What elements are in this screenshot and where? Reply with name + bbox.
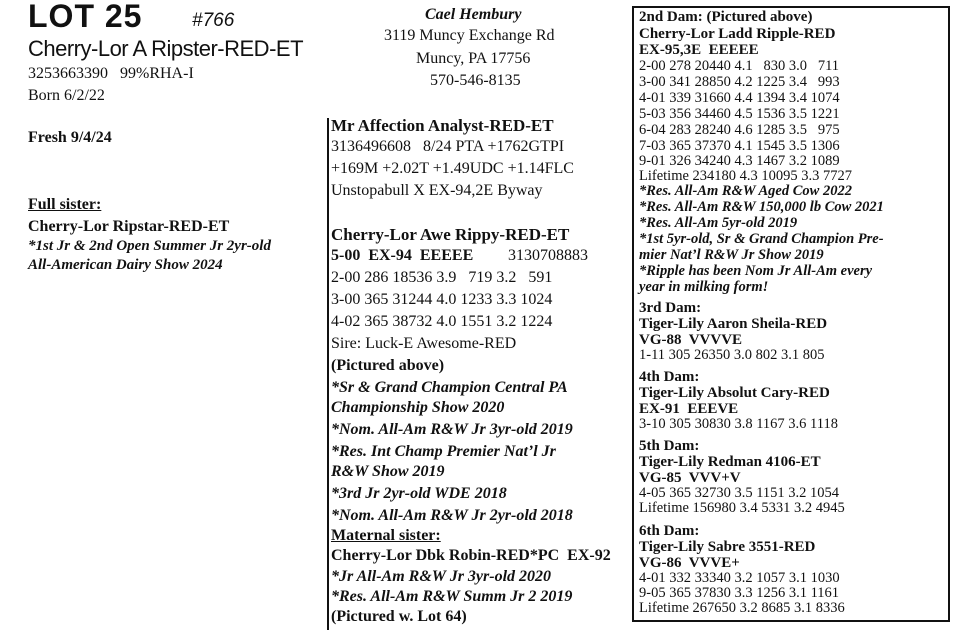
second-dam-record: 2-00 278 20440 4.1 830 3.0 711 bbox=[639, 58, 840, 74]
second-dam-record: 4-01 339 31660 4.4 1394 3.4 1074 bbox=[639, 90, 840, 106]
second-dam-award: *Res. All-Am R&W 150,000 lb Cow 2021 bbox=[639, 199, 884, 215]
fourth-dam-record: 3-10 305 30830 3.8 1167 3.6 1118 bbox=[639, 416, 838, 432]
full-sister-heading: Full sister: bbox=[28, 196, 102, 213]
dam-record: 3-00 365 31244 4.0 1233 3.3 1024 bbox=[331, 291, 553, 308]
dam-award: *3rd Jr 2yr-old WDE 2018 bbox=[331, 485, 507, 502]
maternal-sister-award: *Jr All-Am R&W Jr 3yr-old 2020 bbox=[331, 568, 552, 585]
third-dam-record: 1-11 305 26350 3.0 802 3.1 805 bbox=[639, 347, 825, 363]
dam-record: 2-00 286 18536 3.9 719 3.2 591 bbox=[331, 269, 553, 286]
consignor-phone: 570-546-8135 bbox=[430, 72, 521, 89]
lot-number: #766 bbox=[192, 10, 235, 31]
second-dam-award: *1st 5yr-old, Sr & Grand Champion Pre- bbox=[639, 231, 884, 247]
sire-info: Unstopabull X EX-94,2E Byway bbox=[331, 182, 543, 199]
fifth-dam-lifetime: Lifetime 156980 3.4 5331 3.2 4945 bbox=[639, 500, 845, 516]
third-dam-heading: 3rd Dam: bbox=[639, 300, 702, 316]
fifth-dam-heading: 5th Dam: bbox=[639, 438, 700, 454]
fourth-dam-heading: 4th Dam: bbox=[639, 369, 700, 385]
maternal-sister-pictured: (Pictured w. Lot 64) bbox=[331, 608, 467, 625]
full-sister-name: Cherry-Lor Ripstar-RED-ET bbox=[28, 218, 230, 235]
dam-award: *Nom. All-Am R&W Jr 3yr-old 2019 bbox=[331, 421, 573, 438]
consignor-city: Muncy, PA 17756 bbox=[416, 50, 531, 67]
second-dam-award: *Ripple has been Nom Jr All-Am every bbox=[639, 263, 873, 279]
registration-line: 3253663390 99%RHA-I bbox=[28, 65, 194, 82]
sixth-dam-record: 9-05 365 37830 3.3 1256 3.1 1161 bbox=[639, 585, 840, 601]
dam-reg: 3130708883 bbox=[508, 247, 588, 264]
second-dam-name: Cherry-Lor Ladd Ripple-RED bbox=[639, 26, 836, 42]
sixth-dam-record: 4-01 332 33340 3.2 1057 3.1 1030 bbox=[639, 570, 840, 586]
second-dam-record: 7-03 365 37370 4.1 1545 3.5 1306 bbox=[639, 138, 840, 154]
second-dam-award: *Res. All-Am R&W Aged Cow 2022 bbox=[639, 183, 852, 199]
lot-title: LOT 25 bbox=[28, 0, 143, 34]
maternal-sister-name: Cherry-Lor Dbk Robin-RED*PC EX-92 bbox=[331, 547, 611, 564]
sixth-dam-lifetime: Lifetime 267650 3.2 8685 3.1 8336 bbox=[639, 600, 845, 616]
dam-award: *Nom. All-Am R&W Jr 2yr-old 2018 bbox=[331, 507, 573, 524]
second-dam-record: 9-01 326 34240 4.3 1467 3.2 1089 bbox=[639, 153, 840, 169]
third-dam-name: Tiger-Lily Aaron Sheila-RED bbox=[639, 316, 828, 332]
fifth-dam-record: 4-05 365 32730 3.5 1151 3.2 1054 bbox=[639, 485, 840, 501]
dam-name: Cherry-Lor Awe Rippy-RED-ET bbox=[331, 225, 570, 244]
second-dam-record: 6-04 283 28240 4.6 1285 3.5 975 bbox=[639, 122, 840, 138]
second-dam-record: 5-03 356 34460 4.5 1536 3.5 1221 bbox=[639, 106, 840, 122]
dam-award: *Res. Int Champ Premier Nat’l Jr bbox=[331, 443, 556, 460]
fresh-date: Fresh 9/4/24 bbox=[28, 129, 112, 146]
second-dam-classification: EX-95,3E EEEEE bbox=[639, 42, 759, 58]
dam-classification: 5-00 EX-94 EEEEE bbox=[331, 247, 474, 264]
sire-info: +169M +2.02T +1.49UDC +1.14FLC bbox=[331, 160, 574, 177]
second-dam-lifetime: Lifetime 234180 4.3 10095 3.3 7727 bbox=[639, 168, 853, 184]
third-dam-classification: VG-88 VVVVE bbox=[639, 332, 743, 348]
fifth-dam-classification: VG-85 VVV+V bbox=[639, 470, 741, 486]
full-sister-award: All-American Dairy Show 2024 bbox=[28, 257, 223, 273]
maternal-sister-award: *Res. All-Am R&W Summ Jr 2 2019 bbox=[331, 588, 573, 605]
sixth-dam-name: Tiger-Lily Sabre 3551-RED bbox=[639, 539, 816, 555]
second-dam-award: *Res. All-Am 5yr-old 2019 bbox=[639, 215, 798, 231]
dam-sire: Sire: Luck-E Awesome-RED bbox=[331, 335, 517, 352]
born-date: Born 6/2/22 bbox=[28, 87, 105, 104]
second-dam-heading: 2nd Dam: (Pictured above) bbox=[639, 9, 813, 25]
dam-award: Championship Show 2020 bbox=[331, 399, 505, 416]
consignor-street: 3119 Muncy Exchange Rd bbox=[384, 27, 555, 44]
fifth-dam-name: Tiger-Lily Redman 4106-ET bbox=[639, 454, 821, 470]
animal-name: Cherry-Lor A Ripster-RED-ET bbox=[28, 36, 304, 61]
second-dam-award: year in milking form! bbox=[639, 279, 769, 295]
second-dam-record: 3-00 341 28850 4.2 1225 3.4 993 bbox=[639, 74, 840, 90]
second-dam-award: mier Nat’l R&W Jr Show 2019 bbox=[639, 247, 824, 263]
fourth-dam-name: Tiger-Lily Absolut Cary-RED bbox=[639, 385, 830, 401]
consignor-name: Cael Hembury bbox=[425, 6, 522, 23]
dam-pictured: (Pictured above) bbox=[331, 357, 445, 374]
sixth-dam-heading: 6th Dam: bbox=[639, 523, 700, 539]
sixth-dam-classification: VG-86 VVVE+ bbox=[639, 555, 740, 571]
dam-award: *Sr & Grand Champion Central PA bbox=[331, 379, 568, 396]
dam-award: R&W Show 2019 bbox=[331, 463, 445, 480]
full-sister-award: *1st Jr & 2nd Open Summer Jr 2yr-old bbox=[28, 238, 271, 254]
sire-name: Mr Affection Analyst-RED-ET bbox=[331, 116, 554, 135]
pedigree-divider bbox=[327, 118, 329, 630]
maternal-sister-heading: Maternal sister: bbox=[331, 527, 441, 544]
sire-info: 3136496608 8/24 PTA +1762GTPI bbox=[331, 138, 565, 155]
dam-record: 4-02 365 38732 4.0 1551 3.2 1224 bbox=[331, 313, 553, 330]
fourth-dam-classification: EX-91 EEEVE bbox=[639, 401, 739, 417]
